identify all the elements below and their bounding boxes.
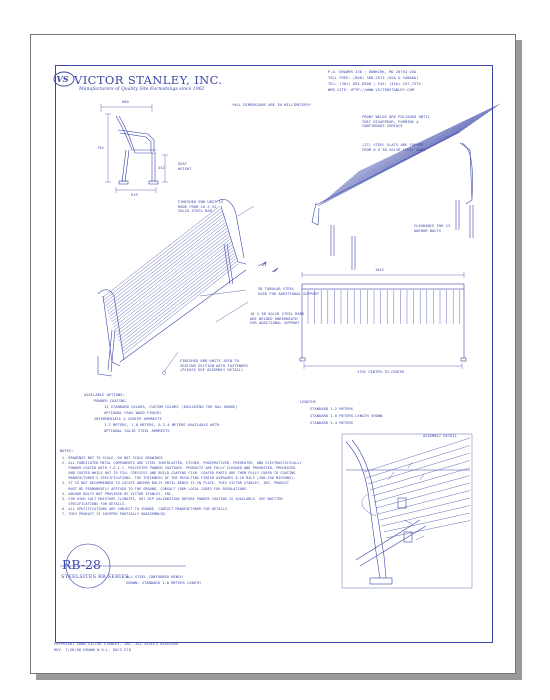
bench-slat bbox=[119, 250, 234, 340]
series-name: STEELSITES RB SERIES bbox=[61, 574, 129, 580]
contact-website: WEB SITE: HTTP://WWW.VICTORSTANLEY.COM bbox=[328, 88, 415, 92]
bench-perspective-right bbox=[312, 104, 500, 270]
callout-end-units-join: FINISHED END UNITS JOIN TO SEATING SECTION WITH FASTENERS (PLEASE SEE ASSEMBLY DETAIL) bbox=[180, 359, 248, 373]
callout-tubular: 38 TUBULAR STEEL USED FOR ADDITIONAL SUPPORT bbox=[258, 287, 320, 296]
options-header: AVAILABLE OPTIONS: bbox=[84, 393, 125, 397]
bench-slat bbox=[103, 209, 221, 301]
dim-top: 660 bbox=[122, 100, 129, 104]
bench-slat bbox=[102, 206, 220, 298]
bench-slat bbox=[108, 223, 225, 314]
detail-slat bbox=[366, 446, 470, 479]
bench-slat bbox=[334, 120, 476, 192]
bench-slat bbox=[106, 217, 223, 309]
callout-clearance: CLEARANCE FOR 13 ANCHOR BOLTS bbox=[414, 224, 451, 233]
notes-header: NOTES: bbox=[60, 449, 74, 453]
assembly-detail bbox=[342, 434, 472, 588]
revision-info: REV. 7/28/08 DRAWN W.D.L. DOCS-270 bbox=[54, 648, 131, 652]
bench-perspective-left bbox=[98, 199, 278, 376]
length-item: STANDARD 1.2 METERS bbox=[310, 407, 354, 411]
notes-text: 1. DRAWINGS NOT TO SCALE. DO NOT SCALE DRAWINGS. 2. ALL FABRICATED METAL COMPONENTS ARE STEEL SHOTBLASTED, ETCHED, PHOSPHATIZED, PREHEATED, AND ELECTROSTATICALLY POWDER-COATED WITH T.G.I.C. POLYESTER POWDER COATINGS. PRODUCTS ARE FULLY CLEANED AND PREHEATED, PREHEATED AND COATED WHILE HOT TO FILL CREVICES AND BUILD COATING FILM. COATED PARTS ARE THEN FULLY CURED TO COATING MANUFACTURER'S SPECIFICATIONS. THE THICKNESS OF THE RESULTING FINISH AVERAGES 8-10 MILS (200-250 MICRONS). 3. IT IS NOT RECOMMENDED TO LOCATE ANCHOR BOLTS UNTIL BENCH IS IN PLACE. THIS VICTOR STANLEY, INC. PRODUCT MUST BE PERMANENTLY AFFIXED TO THE GROUND. CONSULT YOUR LOCAL CODES FOR REGULATIONS. 4. ANCHOR BOLTS NOT PROVIDED BY VICTOR STANLEY, INC. 5. FOR HIGH SALT MOISTURE CLIMATES, HOT DIP GALVANIZING BEFORE POWDER COATING IS AVAILABLE. SEE WRITTEN SPECIFICATIONS FOR DETAILS. 6. ALL SPECIFICATIONS ARE SUBJECT TO CHANGE. CONTACT MANUFACTURER FOR DETAILS. 7. THIS PRODUCT IS SHIPPED PARTIALLY UNASSEMBLED. bbox=[62, 456, 302, 517]
lengths-header: LENGTHS bbox=[300, 400, 316, 404]
option-line: 11 STANDARD COLORS, CUSTOM COLORS (INCLUDING THE RAL RANGE) bbox=[104, 405, 238, 409]
bench-slat bbox=[117, 245, 232, 336]
seat-height-label: SEAT HEIGHT bbox=[178, 162, 192, 171]
company-name: VICTOR STANLEY, INC. bbox=[74, 73, 223, 87]
length-item: STANDARD 2.4 METERS bbox=[310, 421, 354, 425]
contact-toll-free: TOLL FREE: (800) 368-2573 (USA & CANADA) bbox=[328, 76, 419, 80]
bench-slat bbox=[121, 256, 236, 346]
dimensions-note: *ALL DIMENSIONS ARE IN MILLIMETERS* bbox=[232, 103, 312, 107]
bench-slat bbox=[112, 234, 228, 325]
dim-height: 794 bbox=[97, 146, 104, 150]
option-line: OPTIONAL FAUX WOOD FINISH bbox=[104, 411, 161, 415]
rear-center-label: 1791 CENTER-TO-CENTER bbox=[357, 370, 405, 374]
bench-slat bbox=[105, 214, 222, 306]
detail-slat bbox=[368, 453, 470, 484]
bench-slat bbox=[327, 125, 469, 198]
detail-slat bbox=[386, 521, 470, 539]
detail-slat bbox=[370, 461, 470, 491]
bench-slat bbox=[120, 253, 235, 343]
bench-slat bbox=[325, 127, 467, 200]
rear-width-dim: 1842 bbox=[375, 268, 385, 272]
company-tagline: Manufacturers of Quality Site Furnishings since 1962 bbox=[79, 87, 205, 92]
bench-slat bbox=[332, 122, 474, 194]
detail-slat bbox=[378, 491, 470, 515]
detail-slat bbox=[364, 438, 470, 472]
bench-slat bbox=[118, 247, 233, 338]
bench-side-profile bbox=[101, 104, 168, 193]
bench-slat bbox=[115, 239, 231, 330]
callout-steel-slats: (27) STEEL SLATS ARE FORMED FROM 6 X 38 SOLID STEEL BARS bbox=[362, 143, 426, 152]
callout-solid-bars: 16 X 38 SOLID STEEL BARS ARE WELDED UNDERNEATH FOR ADDITIONAL SUPPORT bbox=[250, 312, 305, 326]
copyright: COPYRIGHT 2008 VICTOR STANLEY, INC. ALL RIGHTS RESERVED bbox=[54, 642, 179, 646]
option-line: INTERMEDIATE & CENTER ARMRESTS bbox=[94, 417, 162, 421]
product-description: ALL STEEL CONTOURED BENCH bbox=[126, 575, 183, 579]
callout-end-unit: FINISHED END UNIT IS MADE FROM 16 X 51 SOLID STEEL BAR bbox=[178, 200, 224, 214]
model-number: RB-28 bbox=[62, 557, 101, 572]
detail-slat bbox=[376, 483, 470, 508]
product-shown-length: SHOWN: STANDARD 1.8 METERS LENGTH bbox=[126, 581, 201, 585]
bench-rear-elevation bbox=[300, 272, 466, 369]
option-line: POWDER COATING bbox=[94, 399, 126, 403]
svg-text:VS: VS bbox=[56, 74, 69, 84]
bench-slat bbox=[109, 225, 226, 316]
detail-slat bbox=[372, 468, 470, 496]
assembly-detail-label: ASSEMBLY DETAIL bbox=[423, 434, 457, 438]
dim-bottom: 619 bbox=[131, 193, 138, 197]
company-logo bbox=[54, 72, 74, 86]
dim-seat: 432 bbox=[158, 166, 165, 170]
bench-slat bbox=[111, 231, 227, 322]
bench-slat bbox=[107, 220, 224, 312]
detail-slat bbox=[380, 498, 470, 520]
bench-slat bbox=[104, 212, 222, 304]
bench-slat bbox=[337, 119, 479, 190]
contact-tel-fax: TEL: (301) 855-8300 ; FAX: (410) 257-7579 bbox=[328, 82, 421, 86]
bench-slat bbox=[116, 242, 232, 333]
bench-slat bbox=[110, 228, 226, 319]
callout-front-welds: FRONT WELDS ARE POLISHED UNTIL THEY DISAPPEAR, FORMING A CONTINUOUS SURFACE bbox=[362, 115, 430, 129]
contact-address: P.O. DRAWER 330 ; DUNKIRK, MD 20754 USA bbox=[328, 70, 417, 74]
bench-slat bbox=[114, 236, 230, 327]
option-line: OPTIONAL SOLID STEEL ARMRESTS bbox=[104, 429, 170, 433]
option-line: 1.2 METERS, 1.8 METERS, & 2.4 METERS AVAILABLE WITH bbox=[104, 423, 220, 427]
length-item: STANDARD 1.8 METERS-LENGTH SHOWN bbox=[310, 414, 383, 418]
bench-slat bbox=[330, 124, 472, 196]
